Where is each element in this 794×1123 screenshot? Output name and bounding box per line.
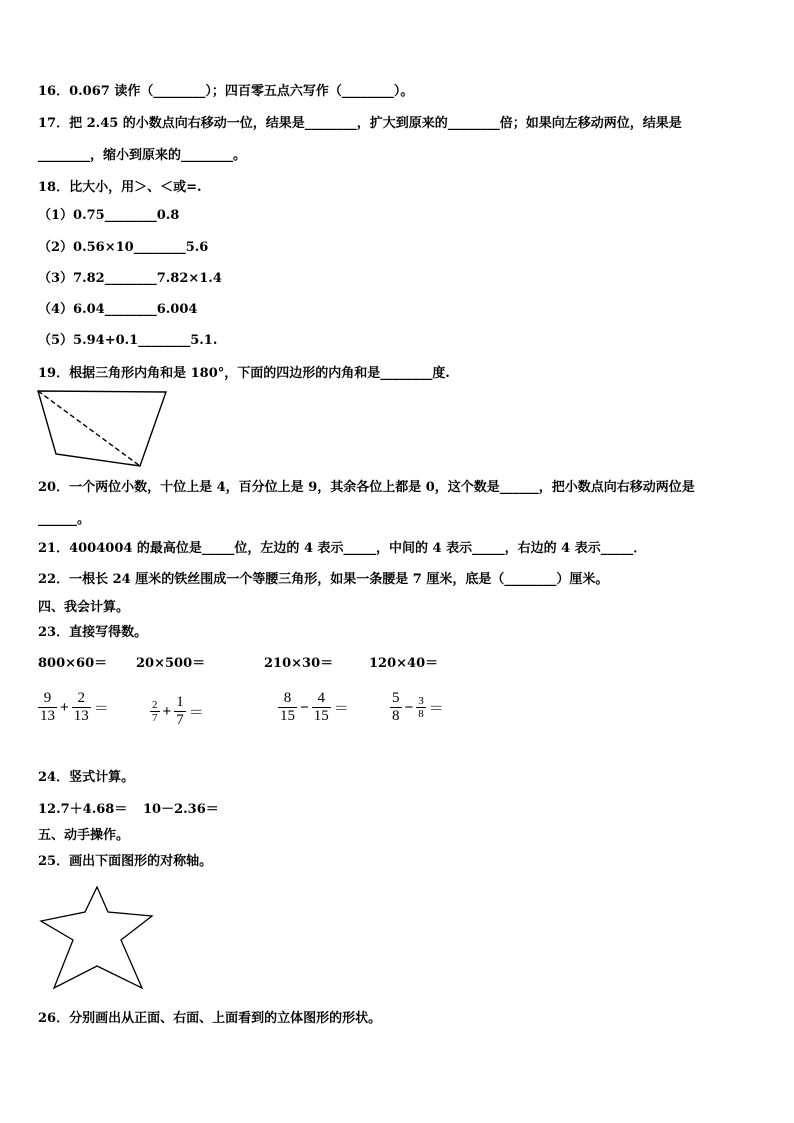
question-24: 24．竖式计算。	[38, 770, 135, 785]
question-22: 22．一根长 24 厘米的铁丝围成一个等腰三角形，如果一条腰是 7 厘米，底是（________）厘米。	[38, 572, 609, 587]
question-18-item-2: （2）0.56×10________5.6	[38, 240, 209, 255]
fraction: $\frac{9}{13}$	[40, 690, 55, 724]
question-23: 23．直接写得数。	[38, 625, 148, 640]
question-20-line2: ______。	[38, 512, 91, 527]
fraction: $\frac{2}{13}$	[73, 690, 89, 724]
fraction: $\frac{4}{15}$	[313, 690, 329, 724]
question-18: 18．比大小，用＞、＜或=.	[38, 180, 202, 195]
calc-item-4: 120×40＝	[369, 656, 439, 671]
fraction-expression-1: $\frac{9}{13}$ + $\frac{2}{13}$ ＝	[40, 690, 109, 724]
fraction: $\frac{1}{7}$	[176, 694, 184, 728]
fraction-expression-4: $\frac{5}{8}$ − $\frac{3}{8}$ ＝	[392, 690, 444, 724]
question-17-line1: 17．把 2.45 的小数点向右移动一位，结果是________，扩大到原来的________倍；如果向左移动两位，结果是	[38, 116, 682, 131]
question-18-item-1: （1）0.75________0.8	[38, 208, 180, 223]
question-25: 25．画出下面图形的对称轴。	[38, 854, 213, 869]
fraction: $\frac{5}{8}$	[392, 690, 400, 724]
fraction: $\frac{3}{8}$	[418, 695, 424, 720]
six-point-star-figure	[36, 884, 158, 994]
calc-item-3: 210×30＝	[264, 656, 334, 671]
question-18-item-5: （5）5.94+0.1________5.1.	[38, 333, 218, 348]
section-4-heading: 四、我会计算。	[38, 600, 130, 615]
question-16: 16．0.067 读作（________）；四百零五点六写作（________）。	[38, 84, 414, 99]
question-17-line2: ________，缩小到原来的________。	[38, 148, 247, 163]
fraction: $\frac{8}{15}$	[280, 690, 295, 724]
fraction: $\frac{2}{7}$	[152, 699, 158, 724]
calc-item-1: 800×60＝	[38, 656, 108, 671]
fraction-expression-3: $\frac{8}{15}$ − $\frac{4}{15}$ ＝	[280, 690, 349, 724]
question-18-item-3: （3）7.82________7.82×1.4	[38, 271, 222, 286]
section-5-heading: 五、动手操作。	[38, 828, 130, 843]
question-21: 21．4004004 的最高位是_____位，左边的 4 表示_____，中间的 4 表示_____，右边的 4 表示_____．	[38, 541, 647, 556]
question-26: 26．分别画出从正面、右面、上面看到的立体图形的形状。	[38, 1011, 382, 1026]
fraction-expression-2: $\frac{2}{7}$ + $\frac{1}{7}$ ＝	[152, 694, 204, 728]
question-19: 19．根据三角形内角和是 180°，下面的四边形的内角和是________度.	[38, 366, 450, 381]
question-20-line1: 20．一个两位小数，十位上是 4，百分位上是 9，其余各位上都是 0，这个数是______，把小数点向右移动两位是	[38, 480, 695, 495]
question-18-item-4: （4）6.04________6.004	[38, 302, 198, 317]
quadrilateral-figure	[36, 388, 170, 470]
vertical-calc-1: 12.7＋4.68＝	[38, 802, 128, 817]
vertical-calc-2: 10－2.36＝	[143, 802, 219, 817]
calc-item-2: 20×500＝	[136, 656, 206, 671]
